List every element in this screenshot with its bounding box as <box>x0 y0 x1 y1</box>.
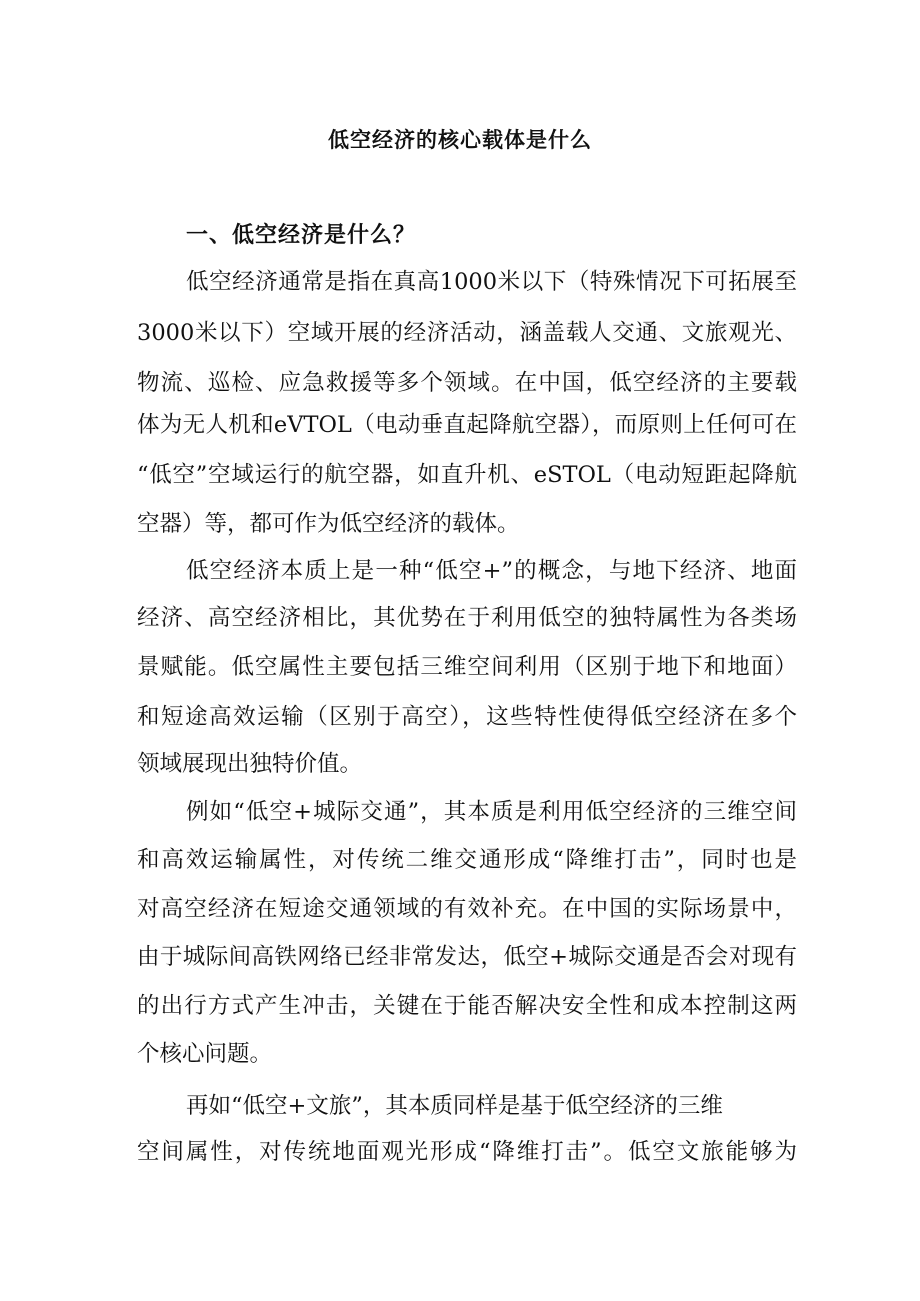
document-title: 低空经济的核心载体是什么 <box>328 128 592 152</box>
paragraph-3-line-5: 的出行方式产生冲击，关键在于能否解决安全性和成本控制这两 <box>137 993 797 1019</box>
paragraph-3-line-6: 个核心问题。 <box>137 1041 273 1067</box>
section-heading: 一、低空经济是什么？ <box>186 223 417 248</box>
paragraph-2-line-5: 领域展现出独特价值。 <box>137 751 363 777</box>
paragraph-2-line-4: 和短途高效运输（区别于高空），这些特性使得低空经济在多个 <box>137 704 797 730</box>
paragraph-4-line-2: 空间属性，对传统地面观光形成“降维打击”。低空文旅能够为 <box>137 1139 797 1165</box>
paragraph-3-line-1: 例如“低空+城际交通”，其本质是利用低空经济的三维空间 <box>186 799 797 825</box>
paragraph-1-line-4: 体为无人机和eVTOL（电动垂直起降航空器），而原则上任何可在 <box>137 412 797 438</box>
paragraph-3-line-4: 由于城际间高铁网络已经非常发达，低空+城际交通是否会对现有 <box>137 944 797 970</box>
paragraph-1-line-5: “低空”空域运行的航空器，如直升机、eSTOL（电动短距起降航 <box>137 462 797 488</box>
paragraph-3-line-3: 对高空经济在短途交通领域的有效补充。在中国的实际场景中， <box>137 896 797 922</box>
paragraph-1-line-2: 3000米以下）空域开展的经济活动，涵盖载人交通、文旅观光、 <box>137 320 797 346</box>
paragraph-1-line-6: 空器）等，都可作为低空经济的载体。 <box>137 511 520 537</box>
paragraph-2-line-3: 景赋能。低空属性主要包括三维空间利用（区别于地下和地面） <box>137 654 797 680</box>
paragraph-3-line-2: 和高效运输属性，对传统二维交通形成“降维打击”，同时也是 <box>137 847 797 873</box>
paragraph-1-line-3: 物流、巡检、应急救援等多个领域。在中国，低空经济的主要载 <box>137 370 797 396</box>
paragraph-2-line-1: 低空经济本质上是一种“低空+”的概念，与地下经济、地面 <box>186 558 797 584</box>
paragraph-2-line-2: 经济、高空经济相比，其优势在于利用低空的独特属性为各类场 <box>137 605 797 631</box>
paragraph-4-line-1: 再如“低空+文旅”，其本质同样是基于低空经济的三维 <box>186 1093 723 1119</box>
paragraph-1-line-1: 低空经济通常是指在真高1000米以下（特殊情况下可拓展至 <box>186 269 797 295</box>
